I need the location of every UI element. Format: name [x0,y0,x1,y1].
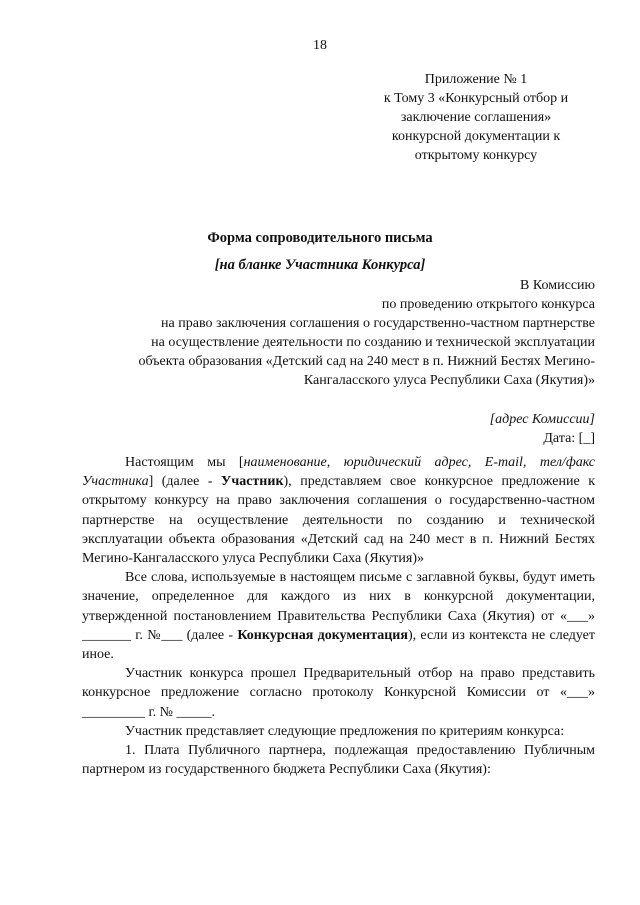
recipient-block [100,276,595,390]
form-title: Форма сопроводительного письма [207,230,433,246]
annex-line: конкурсной документации к [391,129,561,144]
commission-address: [адрес Комиссии] [489,412,595,427]
paragraph: Настоящим мы [наименование, юридический адрес, E-mail, тел/факс Участника] (далее - Участник), представляем свое конкурсное предложение к открытому конкурсу на право заключения соглашения о государственно-частном партнерстве на осуществление деятельности по созданию и технической эксплуатации объекта образования «Детский сад на 240 мест в п. Нижний Бестях Мегино-Кангаласского улуса Республики Саха (Якутия)» [82,455,595,567]
paragraph: Участник представляет следующие предложения по критериям конкурса: [125,723,565,739]
annex-line: Приложение № 1 [424,72,528,87]
address-block [300,410,595,448]
paragraph: Все слова, используемые в настоящем письме с заглавной буквы, будут иметь значение, определенное для каждого из них в конкурсной документации, утвержденной постановлением Правительства Республики Саха (Якутия) от «___» _______ г. №___ (далее - Конкурсная документация), если из контекста не следует иное. [82,570,596,663]
paragraph: 1. Плата Публичного партнера, подлежащая предоставлению Публичным партнером из государственного бюджета Республики Саха (Якутия): [82,743,595,778]
paragraph: Участник конкурса прошел Предварительный отбор на право представить конкурсное предложение согласно протоколу Конкурсной Комиссии от «___» _________ г. № _____. [82,666,595,720]
annex-block [350,70,602,165]
page-number: 18 [313,38,327,53]
annex-line: заключение соглашения» [400,110,552,125]
annex-line: к Тому 3 «Конкурсный отбор и [383,91,569,106]
recipient-line: на право заключения соглашения о государственно-частном партнерстве [161,316,595,331]
recipient-line: по проведению открытого конкурса [381,297,595,312]
recipient-line: В Комиссию [520,278,595,293]
letter-body [82,453,595,779]
recipient-line: Кангаласского улуса Республики Саха (Якутия)» [303,373,595,388]
annex-line: открытому конкурсу [414,148,538,163]
form-subtitle: [на бланке Участника Конкурса] [214,257,426,273]
date-line: Дата: [_] [543,431,595,446]
recipient-line: объекта образования «Детский сад на 240 мест в п. Нижний Бестях Мегино- [138,354,595,369]
recipient-line: на осуществление деятельности по созданию и технической эксплуатации [151,335,595,350]
